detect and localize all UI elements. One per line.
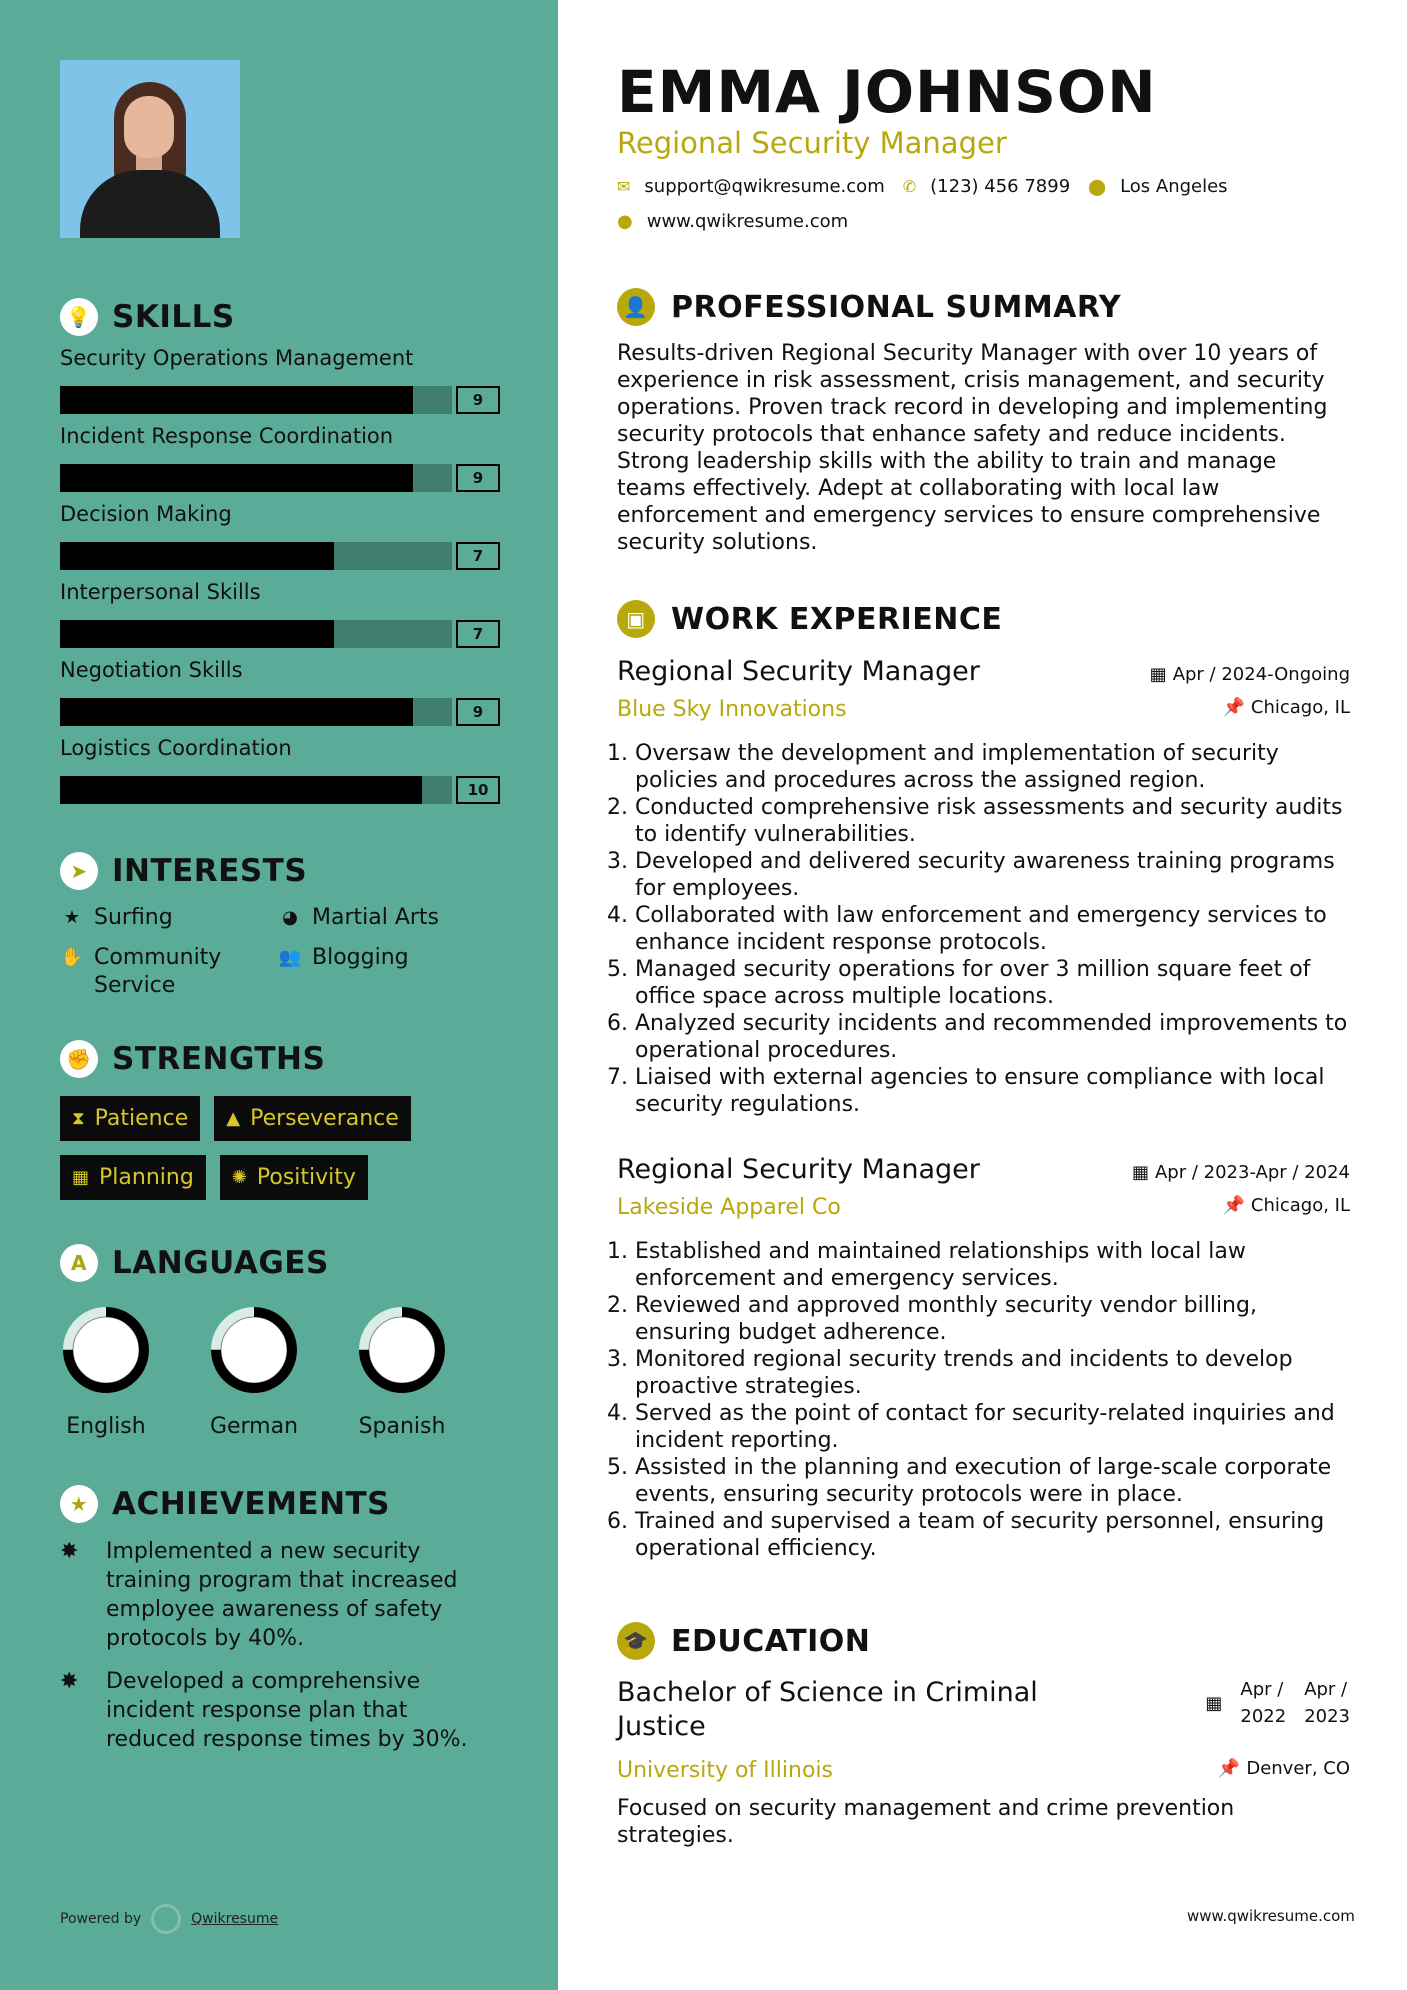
calendar-icon: ▦ <box>1205 1693 1223 1714</box>
job-company: Blue Sky Innovations <box>617 697 847 722</box>
job-entry <box>617 1154 1350 1562</box>
summary-heading: PROFESSIONAL SUMMARY <box>671 289 1122 325</box>
job-title: Regional Security Manager <box>617 1154 980 1185</box>
language-label: German <box>209 1414 299 1439</box>
lightbulb-icon: 💡 <box>60 298 98 336</box>
achievements-heading: ACHIEVEMENTS <box>112 1486 391 1522</box>
job-duty: 4. Served as the point of contact for security-related inquiries and incident reporting. <box>635 1400 1350 1454</box>
skill-bar <box>60 620 500 648</box>
interests-section <box>60 852 500 1000</box>
job-duty: 1. Oversaw the development and implementation of security policies and procedures across the assigned region. <box>635 740 1350 794</box>
skill-score: 10 <box>456 776 500 804</box>
footer-website[interactable]: www.qwikresume.com <box>1187 1907 1355 1925</box>
job-duty: 5. Managed security operations for over 3 million square feet of office space across multiple locations. <box>635 956 1350 1010</box>
job-duty: 3. Developed and delivered security awareness training programs for employees. <box>635 848 1350 902</box>
interest-label: Blogging <box>312 945 409 970</box>
job-duty: 2. Reviewed and approved monthly security vendor billing, ensuring budget adherence. <box>635 1292 1350 1346</box>
qwikresume-logo-icon <box>151 1904 181 1934</box>
globe-icon: ◕ <box>282 907 298 928</box>
star-burst-icon: ✸ <box>60 1539 79 1564</box>
achievements-section <box>60 1485 500 1754</box>
candidate-role: Regional Security Manager <box>617 126 1007 160</box>
skill-item <box>60 502 500 570</box>
strength-tag <box>60 1096 200 1141</box>
star-icon: ★ <box>63 907 81 928</box>
powered-by-label: Powered by <box>60 1911 142 1927</box>
interest-label: Community Service <box>94 945 222 998</box>
skill-score: 9 <box>456 698 500 726</box>
strengths-section <box>60 1040 500 1200</box>
job-duty: 3. Monitored regional security trends and incidents to develop proactive strategies. <box>635 1346 1350 1400</box>
interest-item <box>60 944 278 1000</box>
sun-icon: ✺ <box>231 1167 247 1188</box>
job-duties <box>617 1238 1350 1562</box>
education-start-year: 2022 <box>1240 1706 1287 1727</box>
skill-score: 9 <box>456 386 500 414</box>
language-ring <box>60 1304 152 1396</box>
job-company: Lakeside Apparel Co <box>617 1195 841 1220</box>
languages-heading: LANGUAGES <box>112 1245 329 1281</box>
interest-item <box>278 904 500 932</box>
skill-name: Incident Response Coordination <box>60 424 394 448</box>
experience-section <box>617 600 1350 1562</box>
skill-bar <box>60 464 500 492</box>
mountain-icon: ▲ <box>226 1108 241 1129</box>
experience-heading: WORK EXPERIENCE <box>671 601 1003 637</box>
candidate-name: EMMA JOHNSON <box>617 58 1157 126</box>
skill-bar-fill <box>60 776 422 804</box>
education-location: Denver, CO <box>1246 1758 1350 1779</box>
interest-label: Martial Arts <box>312 905 440 930</box>
skill-item <box>60 580 500 648</box>
education-heading: EDUCATION <box>671 1623 871 1659</box>
education-section <box>617 1622 1350 1849</box>
language-item <box>208 1304 300 1439</box>
fist-icon: ✊ <box>60 1040 98 1078</box>
education-dates <box>1205 1676 1350 1744</box>
education-end-year: 2023 <box>1304 1706 1350 1727</box>
job-location-text: Chicago, IL <box>1250 1195 1350 1216</box>
strength-tag <box>220 1155 368 1200</box>
job-location <box>1222 697 1350 722</box>
language-label: Spanish <box>358 1414 446 1439</box>
achievement-text: Implemented a new security training program that increased employee awareness of safety protocols by 40%. <box>106 1539 458 1651</box>
powered-by <box>60 1904 278 1934</box>
job-location-text: Chicago, IL <box>1250 697 1350 718</box>
job-date-text: Apr / 2024-Ongoing <box>1172 664 1350 685</box>
paper-plane-icon: ➤ <box>60 852 98 890</box>
language-item <box>60 1304 152 1439</box>
job-date-text: Apr / 2023-Apr / 2024 <box>1154 1162 1350 1183</box>
skill-item <box>60 736 500 804</box>
achievement-item <box>60 1667 500 1754</box>
skill-name: Security Operations Management <box>60 346 414 370</box>
map-pin-icon: ⬤ <box>1088 177 1107 196</box>
star-burst-icon: ✸ <box>60 1669 79 1694</box>
language-label: English <box>66 1414 146 1439</box>
languages-section <box>60 1244 500 1439</box>
achievement-text: Developed a comprehensive incident response plan that reduced response times by 30%. <box>106 1669 468 1752</box>
job-duty: 7. Liaised with external agencies to ensure compliance with local security regulations. <box>635 1064 1350 1118</box>
skill-score: 9 <box>456 464 500 492</box>
contact-website[interactable]: www.qwikresume.com <box>646 211 849 232</box>
skills-section <box>60 298 500 804</box>
pin-icon: 📌 <box>1222 1195 1245 1216</box>
office-chair-icon: ▣ <box>617 600 655 638</box>
language-item <box>356 1304 448 1439</box>
strength-tag <box>214 1096 411 1141</box>
skill-bar-fill <box>60 698 413 726</box>
interests-heading: INTERESTS <box>112 853 308 889</box>
phone-icon: ✆ <box>902 177 917 196</box>
contact-website-row <box>617 211 1350 232</box>
job-duty: 2. Conducted comprehensive risk assessments and security audits to identify vulnerabilities. <box>635 794 1350 848</box>
job-title: Regional Security Manager <box>617 656 980 687</box>
pin-icon: 📌 <box>1222 697 1245 718</box>
skill-name: Decision Making <box>60 502 232 526</box>
job-entry <box>617 656 1350 1118</box>
language-ring <box>356 1304 448 1396</box>
trophy-star-icon: ★ <box>60 1485 98 1523</box>
strengths-heading: STRENGTHS <box>112 1041 326 1077</box>
education-degree: Bachelor of Science in Criminal Justice <box>617 1677 1038 1742</box>
skill-name: Negotiation Skills <box>60 658 243 682</box>
skill-bar-fill <box>60 386 413 414</box>
contact-row <box>617 176 1350 197</box>
job-date <box>1132 1162 1350 1183</box>
job-duty: 5. Assisted in the planning and execution of large-scale corporate events, ensuring security protocols were in place. <box>635 1454 1350 1508</box>
education-end-month: Apr / <box>1304 1679 1348 1700</box>
graduation-cap-icon: 🎓 <box>617 1622 655 1660</box>
contact-phone: (123) 456 7899 <box>930 176 1071 197</box>
envelope-icon: ✉ <box>617 177 631 196</box>
job-duty: 4. Collaborated with law enforcement and emergency services to enhance incident response protocols. <box>635 902 1350 956</box>
skill-score: 7 <box>456 620 500 648</box>
job-location <box>1222 1195 1350 1220</box>
skill-item <box>60 346 500 414</box>
job-duty: 6. Trained and supervised a team of security personnel, ensuring operational efficiency. <box>635 1508 1350 1562</box>
strength-label: Planning <box>99 1165 194 1190</box>
interest-item <box>60 904 278 932</box>
calendar-icon: ▦ <box>1131 1162 1149 1183</box>
strength-tag <box>60 1155 206 1200</box>
job-date <box>1150 664 1350 685</box>
handshake-icon: ✋ <box>60 947 84 968</box>
skill-item <box>60 424 500 492</box>
achievement-item <box>60 1537 500 1653</box>
skill-name: Interpersonal Skills <box>60 580 261 604</box>
education-start-month: Apr / <box>1240 1679 1284 1700</box>
contact-email[interactable]: support@qwikresume.com <box>644 176 885 197</box>
strength-label: Positivity <box>256 1165 356 1190</box>
globe-icon: ● <box>617 211 633 232</box>
summary-section <box>617 288 1350 556</box>
skills-heading: SKILLS <box>112 299 235 335</box>
hourglass-icon: ⧗ <box>72 1108 85 1129</box>
job-duty: 1. Established and maintained relationships with local law enforcement and emergency services. <box>635 1238 1350 1292</box>
job-duties <box>617 740 1350 1118</box>
profile-photo <box>60 60 240 238</box>
qwikresume-link[interactable]: Qwikresume <box>191 1911 279 1927</box>
main-content <box>617 60 1350 1849</box>
skill-score: 7 <box>456 542 500 570</box>
interest-item <box>278 944 500 1000</box>
job-duty: 6. Analyzed security incidents and recommended improvements to operational procedures. <box>635 1010 1350 1064</box>
translate-icon: A <box>60 1244 98 1282</box>
skill-item <box>60 658 500 726</box>
skill-bar-fill <box>60 620 334 648</box>
calendar-icon: ▦ <box>1149 664 1167 685</box>
skill-bar <box>60 542 500 570</box>
strength-label: Perseverance <box>250 1106 399 1131</box>
sidebar <box>0 0 558 1990</box>
pin-icon: 📌 <box>1217 1758 1241 1779</box>
skill-bar-fill <box>60 464 413 492</box>
contact-location: Los Angeles <box>1120 176 1228 197</box>
summary-text: Results-driven Regional Security Manager with over 10 years of experience in risk assessment, crisis management, and security operations. Proven track record in developing and implementing security protocols that enhance safety and reduce incidents. Strong leadership skills with the ability to train and manage teams effectively. Adept at collaborating with local law enforcement and emergency services to ensure comprehensive security solutions. <box>617 341 1328 555</box>
user-icon: 👤 <box>617 288 655 326</box>
calendar-icon: ▦ <box>72 1167 90 1188</box>
education-description: Focused on security management and crime prevention strategies. <box>617 1796 1235 1848</box>
users-icon: 👥 <box>278 947 302 968</box>
skill-name: Logistics Coordination <box>60 736 292 760</box>
skill-bar <box>60 698 500 726</box>
skill-bar-fill <box>60 542 334 570</box>
strength-label: Patience <box>94 1106 189 1131</box>
language-ring <box>208 1304 300 1396</box>
interest-label: Surfing <box>94 905 173 930</box>
education-school: University of Illinois <box>617 1758 833 1783</box>
skill-bar <box>60 386 500 414</box>
skill-bar <box>60 776 500 804</box>
